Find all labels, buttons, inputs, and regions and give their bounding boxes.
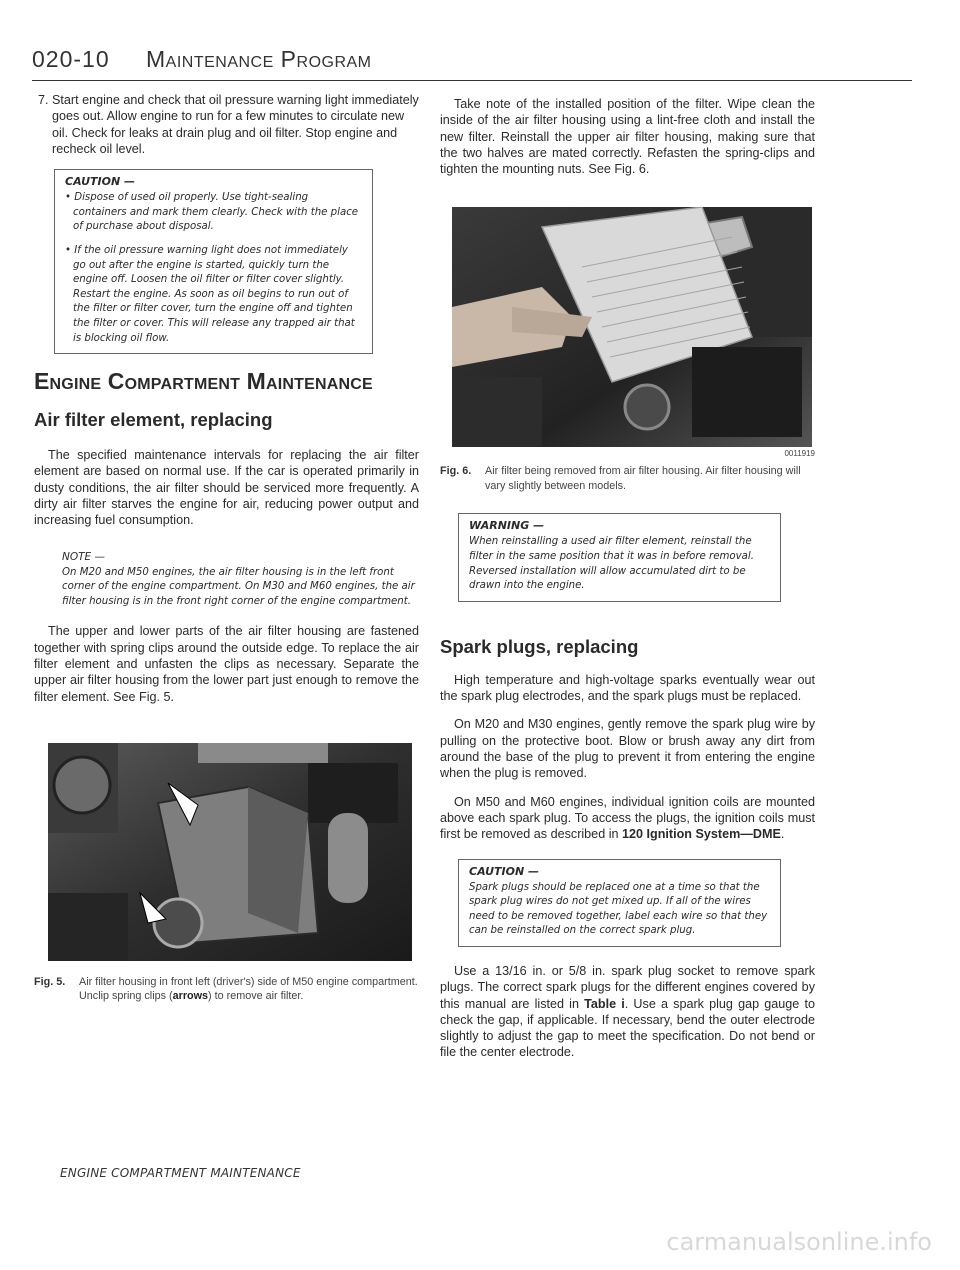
caution-label: CAUTION — <box>65 175 136 189</box>
ignition-system-ref: 120 Ignition System—DME <box>622 827 781 842</box>
air-filter-removal-photo <box>452 207 812 447</box>
fig6-label: Fig. 6. <box>440 465 472 478</box>
table-ref: Table i <box>584 996 625 1011</box>
page-header <box>32 44 912 81</box>
spark-p3-end: . <box>780 827 785 842</box>
caution-bullet-disposal: • Dispose of used oil properly. Use tight-sealing containers and mark them clearly. Check with the place of purchase about disposal. <box>65 192 359 233</box>
fig6-photo <box>452 207 812 447</box>
filter-reinstall-text: Take note of the installed position of the filter. Wipe clean the inside of the air filter housing using a lint-free cloth and install the new filter. Reinstall the upper air filter housing, making sure that the two halves are mated correctly. Refasten the spring-clips and tighten the mounting nuts. See Fig. 6. <box>440 97 815 177</box>
note-label: NOTE — <box>62 550 106 563</box>
note-box <box>34 551 419 610</box>
air-filter-procedure: The upper and lower parts of the air filter housing are fastened together with spring clips around the outside edge. To replace the air filter element and unfasten the clips as necessary. Separate the upper air filter housing from the lower part just enough to remove the filter element. See Fig. 5. <box>34 624 419 704</box>
fig5-text-before: Air filter housing in front left (driver's) side of M50 engine compartment. Unclip spring clips ( <box>79 975 418 1003</box>
running-footer: ENGINE COMPARTMENT MAINTENANCE <box>60 1166 301 1180</box>
watermark: carmanualsonline.info <box>666 1228 932 1256</box>
fig5-text-after: ) to remove air filter. <box>208 990 304 1003</box>
spark-p3-text: On M50 and M60 engines, individual ignition coils are mounted above each spark plug. To access the plugs, the ignition coils must first be removed as described in <box>440 794 815 842</box>
fig5-photo <box>48 743 412 961</box>
warning-label: WARNING — <box>469 519 545 533</box>
step-number: 7. <box>38 93 49 107</box>
spark-plugs-intro: High temperature and high-voltage sparks eventually wear out the spark plug electrodes, and the spark plugs must be replaced. <box>440 672 815 704</box>
right-column <box>440 96 815 1061</box>
photo-id: 0011919 <box>784 449 815 459</box>
spark-plugs-removal <box>440 963 815 1061</box>
air-filter-heading: Air filter element, replacing <box>34 409 273 431</box>
caution-box-oil <box>54 169 373 354</box>
caution2-label: CAUTION — <box>469 864 540 878</box>
left-column <box>34 92 419 1004</box>
caution2-text: Spark plugs should be replaced one at a time so that the spark plug wires do not get mixed up. If all of the wires need to be removed together, label each wire so that they can be reinstalled on the correct spark plug. <box>469 881 768 937</box>
page-number: 020-10 <box>32 46 110 72</box>
warning-text: When reinstalling a used air filter element, reinstall the filter in the same position that it was in before removal. Reversed installation will allow accumulated dirt to be drawn into the engine. <box>469 536 754 592</box>
fig5-text <box>79 975 419 1004</box>
spark-plugs-m20-m30: On M20 and M30 engines, gently remove the spark plug wire by pulling on the protective boot. Blow or brush away any dirt from around the base of the plug to prevent it from entering the engine when the plug is removed. <box>440 717 815 781</box>
caution-box-spark <box>458 859 781 947</box>
warning-box <box>458 513 781 601</box>
air-filter-housing-photo <box>48 743 412 961</box>
section-title: Maintenance Program <box>146 46 372 72</box>
caution-bullet-pressure-light: • If the oil pressure warning light does not immediately go out after the engine is started, quickly turn the engine off. Loosen the oil filter or filter cover slightly. Restart the engine. As soon as oil begins to run out of the filter or filter cover, turn the engine off and tighten the filter or cover. This will release any trapped air that is blocking oil flow. <box>65 244 355 344</box>
step-7 <box>38 92 419 157</box>
chapter-heading: Engine Compartment Maintenance <box>34 368 373 395</box>
air-filter-intro: The specified maintenance intervals for replacing the air filter element are based on normal use. If the car is operated primarily in dusty conditions, the air filter should be serviced more frequently. A dirty air filter starves the engine for air, reducing power output and increasing fuel consumption. <box>34 448 419 528</box>
spark-p4-text: Use a 13/16 in. or 5/8 in. spark plug socket to remove spark plugs. The correct spark plugs for the different engines covered by this manual are listed in <box>440 963 815 1011</box>
fig5-text-bold: arrows <box>172 990 209 1003</box>
fig6-caption <box>440 464 815 493</box>
fig6-text: Air filter being removed from air filter housing. Air filter housing will vary slightly between models. <box>485 465 801 492</box>
note-text: On M20 and M50 engines, the air filter housing is in the left front corner of the engine compartment. On M30 and M60 engines, the air filter housing is in the front right corner of the engine compartment. <box>62 566 415 607</box>
step-text: Start engine and check that oil pressure warning light immediately goes out. Allow engine to run for a few minutes to circulate new oil. Check for leaks at drain plug and oil filter. Stop engine and recheck oil level. <box>52 93 419 156</box>
spark-p4-end: . Use a spark plug gap gauge to check the gap, if applicable. If necessary, bend the outer electrode slightly to adjust the gap to meet the specification. Do not bend or file the center electrode. <box>440 996 815 1060</box>
spark-plugs-m50-m60 <box>440 794 815 843</box>
fig5-label: Fig. 5. <box>34 975 66 988</box>
spark-plugs-heading: Spark plugs, replacing <box>440 635 639 657</box>
fig5-caption <box>34 975 419 1004</box>
